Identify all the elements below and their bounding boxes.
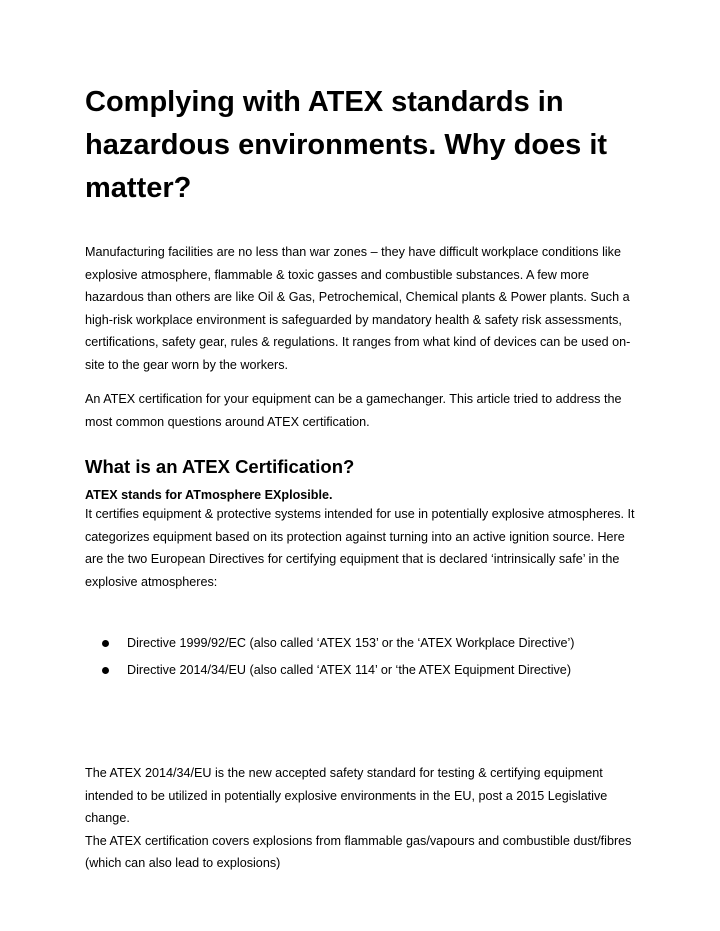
page-title: Complying with ATEX standards in hazardous environments. Why does it matter? xyxy=(85,86,608,204)
list-item-text: Directive 1999/92/EC (also called ‘ATEX 153’ or the ‘ATEX Workplace Directive’) xyxy=(127,636,575,650)
section-subheading: ATEX stands for ATmosphere EXplosible. xyxy=(85,488,333,502)
list-item xyxy=(85,630,645,657)
directive-list xyxy=(85,630,645,684)
list-item-text: Directive 2014/34/EU (also called ‘ATEX 114’ or ‘the ATEX Equipment Directive) xyxy=(127,663,572,677)
intro-paragraph-2: An ATEX certification for your equipment can be a gamechanger. This article tried to address the most common questions around ATEX certification. xyxy=(85,392,622,429)
bullet-icon xyxy=(102,640,109,647)
closing-paragraph-2: The ATEX certification covers explosions from flammable gas/vapours and combustible dust/fibres (which can also lead to explosions) xyxy=(85,833,632,870)
list-item xyxy=(85,657,645,684)
closing-paragraph-1: The ATEX 2014/34/EU is the new accepted safety standard for testing & certifying equipment intended to be utilized in potentially explosive environments in the EU, post a 2015 Legislative change. xyxy=(85,766,608,825)
section-body: It certifies equipment & protective systems intended for use in potentially explosive atmospheres. It categorizes equipment based on its protection against turning into an active ignition source. Here are the two European Directives for certifying equipment that is declared ‘intrinsically safe’ in the explosive atmospheres: xyxy=(85,507,635,589)
section-heading: What is an ATEX Certification? xyxy=(85,456,355,477)
document-page xyxy=(85,81,645,875)
bullet-icon xyxy=(102,667,109,674)
intro-paragraph-1: Manufacturing facilities are no less than war zones – they have difficult workplace conditions like explosive atmosphere, flammable & toxic gasses and combustible substances. A few more hazardous than others are like Oil & Gas, Petrochemical, Chemical plants & Power plants. Such a high-risk workplace environment is safeguarded by mandatory health & safety risk assessments, certifications, safety gear, rules & regulations. It ranges from what kind of devices can be used on-site to the gear worn by the workers. xyxy=(85,245,631,372)
